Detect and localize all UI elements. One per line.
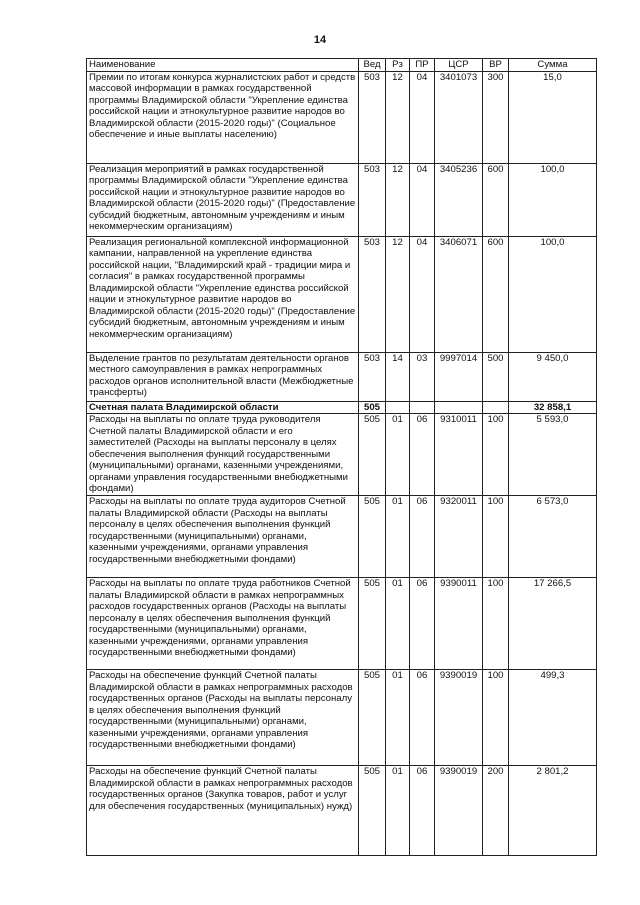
- table-row: [87, 578, 597, 670]
- row-sum: 15,0: [509, 71, 597, 163]
- row-csr: 9997014: [435, 352, 483, 401]
- row-pr: 04: [410, 236, 435, 352]
- table-row: [87, 236, 597, 352]
- row-csr: 9390019: [435, 766, 483, 856]
- row-pr: 06: [410, 496, 435, 578]
- table-row: [87, 71, 597, 163]
- row-pr: 06: [410, 670, 435, 766]
- row-name: Расходы на выплаты по оплате труда аудиторов Счетной палаты Владимирской области (Расходы на выплаты персоналу в целях обеспечения выполнения функций государственными (муниципальными) органами, казенными учреждениями, органами управления государственными внебюджетными фондами): [87, 496, 359, 578]
- table-row: [87, 352, 597, 401]
- row-pr: 06: [410, 414, 435, 496]
- row-rz: 12: [386, 236, 410, 352]
- row-vr: [483, 401, 509, 414]
- row-ved: 503: [359, 236, 386, 352]
- row-pr: 03: [410, 352, 435, 401]
- row-name: Реализация мероприятий в рамках государственной программы Владимирской области "Укрепление единства российской нации и этнокультурное развитие народов во Владимирской области (2015-2020 годы)" (Предоставление субсидий бюджетным, автономным учреждениям и иным некоммерческим организациям): [87, 163, 359, 236]
- column-header-csr: ЦСР: [435, 59, 483, 72]
- table-row: [87, 670, 597, 766]
- column-header-ved: Вед: [359, 59, 386, 72]
- row-rz: 12: [386, 163, 410, 236]
- table-row: [87, 414, 597, 496]
- row-name: Расходы на обеспечение функций Счетной палаты Владимирской области в рамках непрограммных расходов государственных органов (Закупка товаров, работ и услуг для обеспечения государственных (муниципальных) нужд): [87, 766, 359, 856]
- row-rz: 01: [386, 670, 410, 766]
- row-name: Выделение грантов по результатам деятельности органов местного самоуправления в рамках непрограммных расходов органов исполнительной власти (Межбюджетные трансферты): [87, 352, 359, 401]
- row-ved: 505: [359, 496, 386, 578]
- row-pr: 06: [410, 766, 435, 856]
- row-csr: 9310011: [435, 414, 483, 496]
- row-csr: 9390019: [435, 670, 483, 766]
- row-rz: [386, 401, 410, 414]
- row-vr: 200: [483, 766, 509, 856]
- row-ved: 505: [359, 414, 386, 496]
- column-header-name: Наименование: [87, 59, 359, 72]
- row-ved: 505: [359, 766, 386, 856]
- row-vr: 600: [483, 163, 509, 236]
- budget-table: [86, 58, 597, 856]
- row-csr: [435, 401, 483, 414]
- row-pr: 06: [410, 578, 435, 670]
- row-vr: 100: [483, 670, 509, 766]
- table-row: [87, 401, 597, 414]
- row-ved: 505: [359, 670, 386, 766]
- row-name: Премии по итогам конкурса журналистских работ и средств массовой информации в рамках государственной программы Владимирской области "Укрепление единства российской нации и этнокультурное развитие народов во Владимирской области (2015-2020 годы)" (Социальное обеспечение и иные выплаты населению): [87, 71, 359, 163]
- row-rz: 14: [386, 352, 410, 401]
- row-csr: 9320011: [435, 496, 483, 578]
- row-name: Расходы на выплаты по оплате труда работников Счетной палаты Владимирской области в рамках непрограммных расходов государственных органов (Расходы на выплаты персоналу в целях обеспечения выполнения функций государственными (муниципальными) органами, казенными учреждениями, органами управления государственными внебюджетными фондами): [87, 578, 359, 670]
- row-vr: 500: [483, 352, 509, 401]
- column-header-pr: ПР: [410, 59, 435, 72]
- row-pr: 04: [410, 71, 435, 163]
- page-number: 14: [313, 34, 327, 46]
- row-name: Реализация региональной комплексной информационной кампании, направленной на укрепление единства российской нации, "Владимирский край - традиции мира и согласия" в рамках государственной программы Владимирской области "Укрепление единства российской нации и этнокультурное развитие народов во Владимирской области (2015-2020 годы)" (Предоставление субсидий бюджетным, автономным учреждениям и иным некоммерческим организациям): [87, 236, 359, 352]
- row-sum: 6 573,0: [509, 496, 597, 578]
- table-row: [87, 496, 597, 578]
- row-rz: 01: [386, 578, 410, 670]
- row-rz: 01: [386, 414, 410, 496]
- row-sum: 32 858,1: [509, 401, 597, 414]
- row-vr: 100: [483, 414, 509, 496]
- row-rz: 12: [386, 71, 410, 163]
- row-rz: 01: [386, 496, 410, 578]
- column-header-sum: Сумма: [509, 59, 597, 72]
- row-ved: 503: [359, 352, 386, 401]
- row-csr: 9390011: [435, 578, 483, 670]
- table-row: [87, 163, 597, 236]
- table-header-row: [87, 59, 597, 72]
- row-vr: 100: [483, 496, 509, 578]
- row-sum: 100,0: [509, 163, 597, 236]
- column-header-rz: Рз: [386, 59, 410, 72]
- row-ved: 505: [359, 401, 386, 414]
- column-header-vr: ВР: [483, 59, 509, 72]
- row-pr: 04: [410, 163, 435, 236]
- row-csr: 3401073: [435, 71, 483, 163]
- row-sum: 17 266,5: [509, 578, 597, 670]
- row-name: Расходы на выплаты по оплате труда руководителя Счетной палаты Владимирской области и его заместителей (Расходы на выплаты персоналу в целях обеспечения выполнения функций государственными (муниципальными) органами, казенными учреждениями, органами управления государственными внебюджетными фондами): [87, 414, 359, 496]
- table-row: [87, 766, 597, 856]
- row-vr: 600: [483, 236, 509, 352]
- row-csr: 3406071: [435, 236, 483, 352]
- row-sum: 9 450,0: [509, 352, 597, 401]
- row-name: Счетная палата Владимирской области: [87, 401, 359, 414]
- row-pr: [410, 401, 435, 414]
- row-sum: 100,0: [509, 236, 597, 352]
- row-rz: 01: [386, 766, 410, 856]
- row-vr: 300: [483, 71, 509, 163]
- row-ved: 503: [359, 71, 386, 163]
- row-ved: 505: [359, 578, 386, 670]
- row-sum: 2 801,2: [509, 766, 597, 856]
- row-sum: 5 593,0: [509, 414, 597, 496]
- row-vr: 100: [483, 578, 509, 670]
- row-name: Расходы на обеспечение функций Счетной палаты Владимирской области в рамках непрограммных расходов государственных органов (Расходы на выплаты персоналу в целях обеспечения выполнения функций государственными (муниципальными) органами, казенными учреждениями, органами управления государственными внебюджетными фондами): [87, 670, 359, 766]
- row-ved: 503: [359, 163, 386, 236]
- row-sum: 499,3: [509, 670, 597, 766]
- row-csr: 3405236: [435, 163, 483, 236]
